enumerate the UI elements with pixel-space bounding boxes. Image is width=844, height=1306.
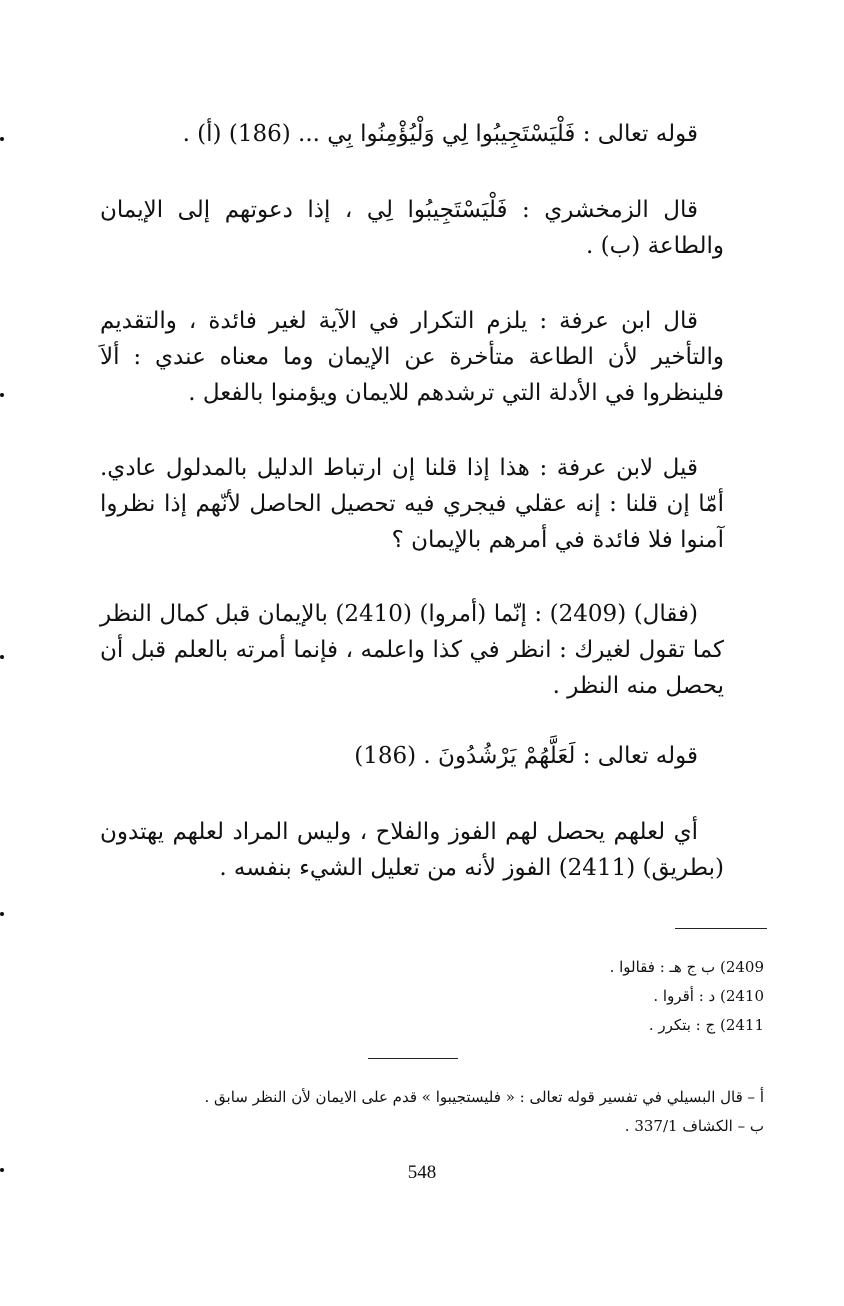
paragraph-text: (فقال) (2409) : إنّما (أمروا) (2410) بالإيمان قبل كمال النظر كما تقول لغيرك : انظر في كذا واعلمه ، فإنما أمرته بالعلم قبل أن يحصل منه النظر . xyxy=(100,601,724,699)
footnote-2411: 2411) ج : بتكرر . xyxy=(648,1016,764,1034)
paragraph-verse-186-b xyxy=(100,738,724,774)
paragraph-explanation xyxy=(100,814,724,886)
scan-edge-mark xyxy=(0,137,4,141)
paragraph-text: أي لعلهم يحصل لهم الفوز والفلاح ، وليس المراد لعلهم يهتدون (بطريق) (2411) الفوز لأنه من تعليل الشيء بنفسه . xyxy=(100,819,724,881)
paragraph-ibn-arafa xyxy=(100,303,724,411)
variant-footnotes xyxy=(610,953,764,1040)
footnote-divider-variants xyxy=(675,928,767,929)
scan-edge-mark xyxy=(0,655,4,659)
footnote-ba: ب – الكشاف 337/1 . xyxy=(624,1117,764,1135)
paragraph-text: قال ابن عرفة : يلزم التكرار في الآية لغير فائدة ، والتقديم والتأخير لأن الطاعة متأخرة عن الإيمان وما معناه عندي : ألاَ فلينظروا في الأدلة التي ترشدهم للايمان ويؤمنوا بالفعل . xyxy=(100,308,724,406)
scan-edge-mark xyxy=(0,912,4,916)
paragraph-verse-186-a xyxy=(100,116,724,152)
paragraph-text: قيل لابن عرفة : هذا إذا قلنا إن ارتباط الدليل بالمدلول عادي. أمّا إن قلنا : إنه عقلي فيجري فيه تحصيل الحاصل لأنّهم إذا نظروا آمنوا فلا فائدة في أمرهم بالإيمان ؟ xyxy=(100,455,724,553)
paragraph-objection xyxy=(100,450,724,558)
editor-footnotes xyxy=(204,1083,764,1141)
paragraph-reply xyxy=(100,596,724,704)
paragraph-text: قال الزمخشري : فَلْيَسْتَجِيبُوا لِي ، إذا دعوتهم إلى الإيمان والطاعة (ب) . xyxy=(100,197,724,259)
paragraph-zamakhshari xyxy=(100,192,724,264)
footnote-2410: 2410) د : أقروا . xyxy=(653,987,764,1005)
footnote-2409: 2409) ب ج هـ : فقالوا . xyxy=(609,958,764,976)
scan-edge-mark xyxy=(0,1168,4,1172)
footnote-divider-editor xyxy=(368,1058,458,1059)
paragraph-text: قوله تعالى : لَعَلَّهُمْ يَرْشُدُونَ . (186) xyxy=(354,743,698,769)
footnote-alif: أ – قال البسيلي في تفسير قوله تعالى : « فليستجيبوا » قدم على الايمان لأن النظر سابق . xyxy=(204,1088,764,1106)
paragraph-text: قوله تعالى : فَلْيَسْتَجِيبُوا لِي وَلْيُؤْمِنُوا بِي ... (186) (أ) . xyxy=(182,121,698,147)
scan-edge-mark xyxy=(0,393,4,397)
page-number: 548 xyxy=(407,1162,437,1183)
